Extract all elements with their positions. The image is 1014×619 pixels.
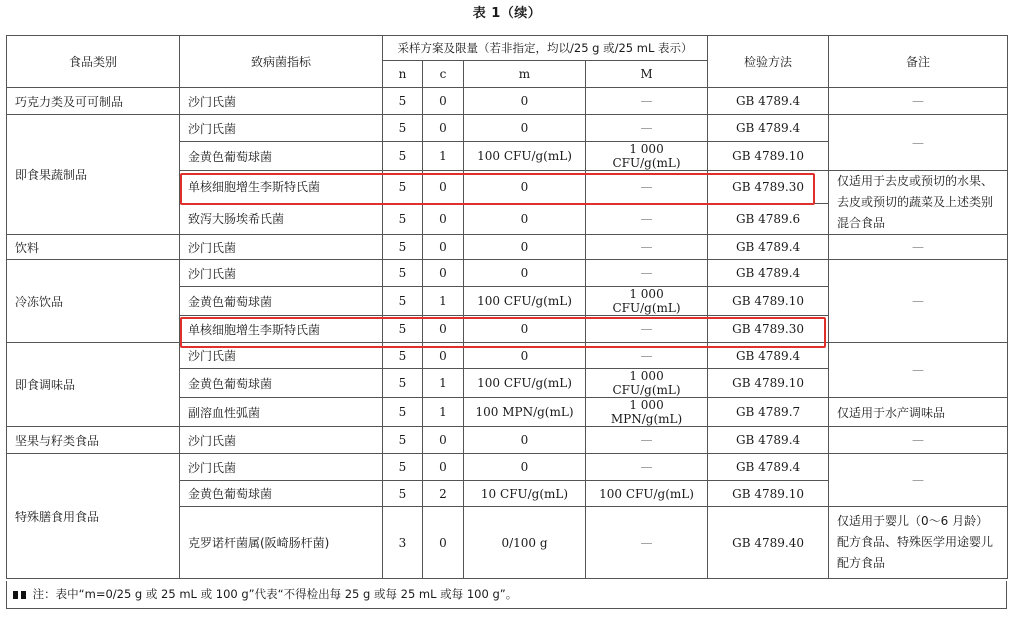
cell-c: 1 [423,369,464,398]
cell-M: — [586,88,708,115]
cell-method: GB 4789.4 [708,115,829,142]
cell-m: 100 CFU/g(mL) [464,369,586,398]
cell-pathogen: 沙门氏菌 [180,454,383,481]
cell-n: 5 [383,171,423,204]
cell-m: 0 [464,235,586,260]
cell-pathogen: 沙门氏菌 [180,343,383,369]
cell-method: GB 4789.7 [708,398,829,427]
cell-category: 冷冻饮品 [7,260,180,343]
cell-pathogen: 金黄色葡萄球菌 [180,142,383,171]
header-sampling: 采样方案及限量（若非指定，均以/25 g 或/25 mL 表示） [383,36,708,61]
cell-method: GB 4789.4 [708,454,829,481]
cell-pathogen: 沙门氏菌 [180,115,383,142]
cell-method: GB 4789.10 [708,287,829,316]
cell-remark: — [829,260,1008,343]
cell-c: 2 [423,481,464,507]
cell-M: — [586,203,708,234]
cell-m: 0 [464,115,586,142]
marker-icon [21,591,26,599]
cell-method: GB 4789.4 [708,260,829,287]
cell-n: 5 [383,115,423,142]
cell-category: 巧克力类及可可制品 [7,88,180,115]
cell-pathogen: 沙门氏菌 [180,88,383,115]
cell-pathogen: 单核细胞增生李斯特氏菌 [180,171,383,204]
cell-m: 100 CFU/g(mL) [464,142,586,171]
cell-category: 饮料 [7,235,180,260]
cell-method: GB 4789.10 [708,142,829,171]
cell-M: — [586,115,708,142]
cell-m: 0 [464,343,586,369]
cell-category: 即食调味品 [7,343,180,427]
cell-remark: — [829,454,1008,507]
cell-method: GB 4789.10 [708,369,829,398]
cell-pathogen: 副溶血性弧菌 [180,398,383,427]
header-c: c [423,61,464,88]
cell-remark: — [829,343,1008,398]
cell-n: 5 [383,427,423,454]
cell-category: 特殊膳食用食品 [7,454,180,579]
table-row [7,88,1008,115]
table-row [7,427,1008,454]
cell-M: 1 000 MPN/g(mL) [586,398,708,427]
cell-remark: — [829,115,1008,171]
cell-method: GB 4789.4 [708,235,829,260]
cell-M: — [586,343,708,369]
cell-n: 5 [383,343,423,369]
cell-c: 0 [423,260,464,287]
cell-m: 0 [464,171,586,204]
cell-c: 0 [423,343,464,369]
header-pathogen: 致病菌指标 [180,36,383,88]
cell-remark: — [829,235,1008,260]
cell-n: 5 [383,235,423,260]
cell-remark: — [829,88,1008,115]
cell-method: GB 4789.30 [708,316,829,343]
cell-m: 0 [464,88,586,115]
cell-c: 0 [423,203,464,234]
cell-method: GB 4789.4 [708,343,829,369]
marker-icon [13,591,18,599]
table-row [7,343,1008,369]
header-M: M [586,61,708,88]
cell-n: 5 [383,203,423,234]
cell-M: — [586,171,708,204]
cell-remark: 仅适用于水产调味品 [829,398,1008,427]
cell-M: — [586,235,708,260]
table-footnote [6,581,1007,609]
cell-c: 0 [423,235,464,260]
pathogen-limits-table [6,35,1008,579]
table-title: 表 1（续） [472,6,542,21]
cell-m: 0 [464,427,586,454]
cell-n: 5 [383,398,423,427]
cell-n: 5 [383,142,423,171]
cell-pathogen: 克罗诺杆菌属(阪崎肠杆菌) [180,507,383,579]
cell-M: — [586,427,708,454]
header-m: m [464,61,586,88]
cell-c: 0 [423,454,464,481]
cell-m: 0 [464,454,586,481]
cell-n: 5 [383,287,423,316]
cell-method: GB 4789.40 [708,507,829,579]
cell-c: 0 [423,427,464,454]
cell-c: 0 [423,316,464,343]
cell-c: 0 [423,507,464,579]
cell-pathogen: 单核细胞增生李斯特氏菌 [180,316,383,343]
cell-n: 5 [383,454,423,481]
cell-remark: — [829,427,1008,454]
footnote-text: 注：表中“m=0/25 g 或 25 mL 或 100 g”代表“不得检出每 25 g 或每 25 mL 或每 100 g”。 [32,587,518,601]
cell-pathogen: 沙门氏菌 [180,427,383,454]
header-n: n [383,61,423,88]
cell-c: 1 [423,398,464,427]
cell-M: 100 CFU/g(mL) [586,481,708,507]
cell-m: 0 [464,203,586,234]
cell-M: — [586,507,708,579]
cell-pathogen: 金黄色葡萄球菌 [180,287,383,316]
cell-pathogen: 致泻大肠埃希氏菌 [180,203,383,234]
header-category: 食品类别 [7,36,180,88]
cell-method: GB 4789.6 [708,203,829,234]
cell-n: 5 [383,88,423,115]
cell-method: GB 4789.10 [708,481,829,507]
cell-M: — [586,454,708,481]
cell-M: — [586,260,708,287]
cell-remark: 仅适用于去皮或预切的水果、去皮或预切的蔬菜及上述类别混合食品 [829,171,1008,235]
table-row [7,260,1008,287]
cell-c: 1 [423,287,464,316]
cell-n: 5 [383,316,423,343]
cell-M: 1 000 CFU/g(mL) [586,369,708,398]
cell-method: GB 4789.4 [708,427,829,454]
cell-method: GB 4789.4 [708,88,829,115]
cell-pathogen: 金黄色葡萄球菌 [180,481,383,507]
table-row [7,235,1008,260]
cell-m: 100 MPN/g(mL) [464,398,586,427]
table-row [7,454,1008,481]
cell-m: 0 [464,316,586,343]
cell-n: 5 [383,260,423,287]
cell-n: 5 [383,369,423,398]
cell-n: 5 [383,481,423,507]
cell-pathogen: 沙门氏菌 [180,260,383,287]
cell-M: — [586,316,708,343]
cell-category: 坚果与籽类食品 [7,427,180,454]
cell-c: 1 [423,142,464,171]
cell-m: 0 [464,260,586,287]
cell-n: 3 [383,507,423,579]
cell-pathogen: 沙门氏菌 [180,235,383,260]
table-row [7,115,1008,142]
cell-m: 10 CFU/g(mL) [464,481,586,507]
cell-c: 0 [423,115,464,142]
cell-c: 0 [423,171,464,204]
cell-category: 即食果蔬制品 [7,115,180,235]
header-remark: 备注 [829,36,1008,88]
cell-remark: 仅适用于婴儿（0～6 月龄）配方食品、特殊医学用途婴儿配方食品 [829,507,1008,579]
cell-m: 100 CFU/g(mL) [464,287,586,316]
cell-pathogen: 金黄色葡萄球菌 [180,369,383,398]
header-method: 检验方法 [708,36,829,88]
cell-method: GB 4789.30 [708,171,829,204]
cell-m: 0/100 g [464,507,586,579]
cell-c: 0 [423,88,464,115]
cell-M: 1 000 CFU/g(mL) [586,142,708,171]
cell-M: 1 000 CFU/g(mL) [586,287,708,316]
